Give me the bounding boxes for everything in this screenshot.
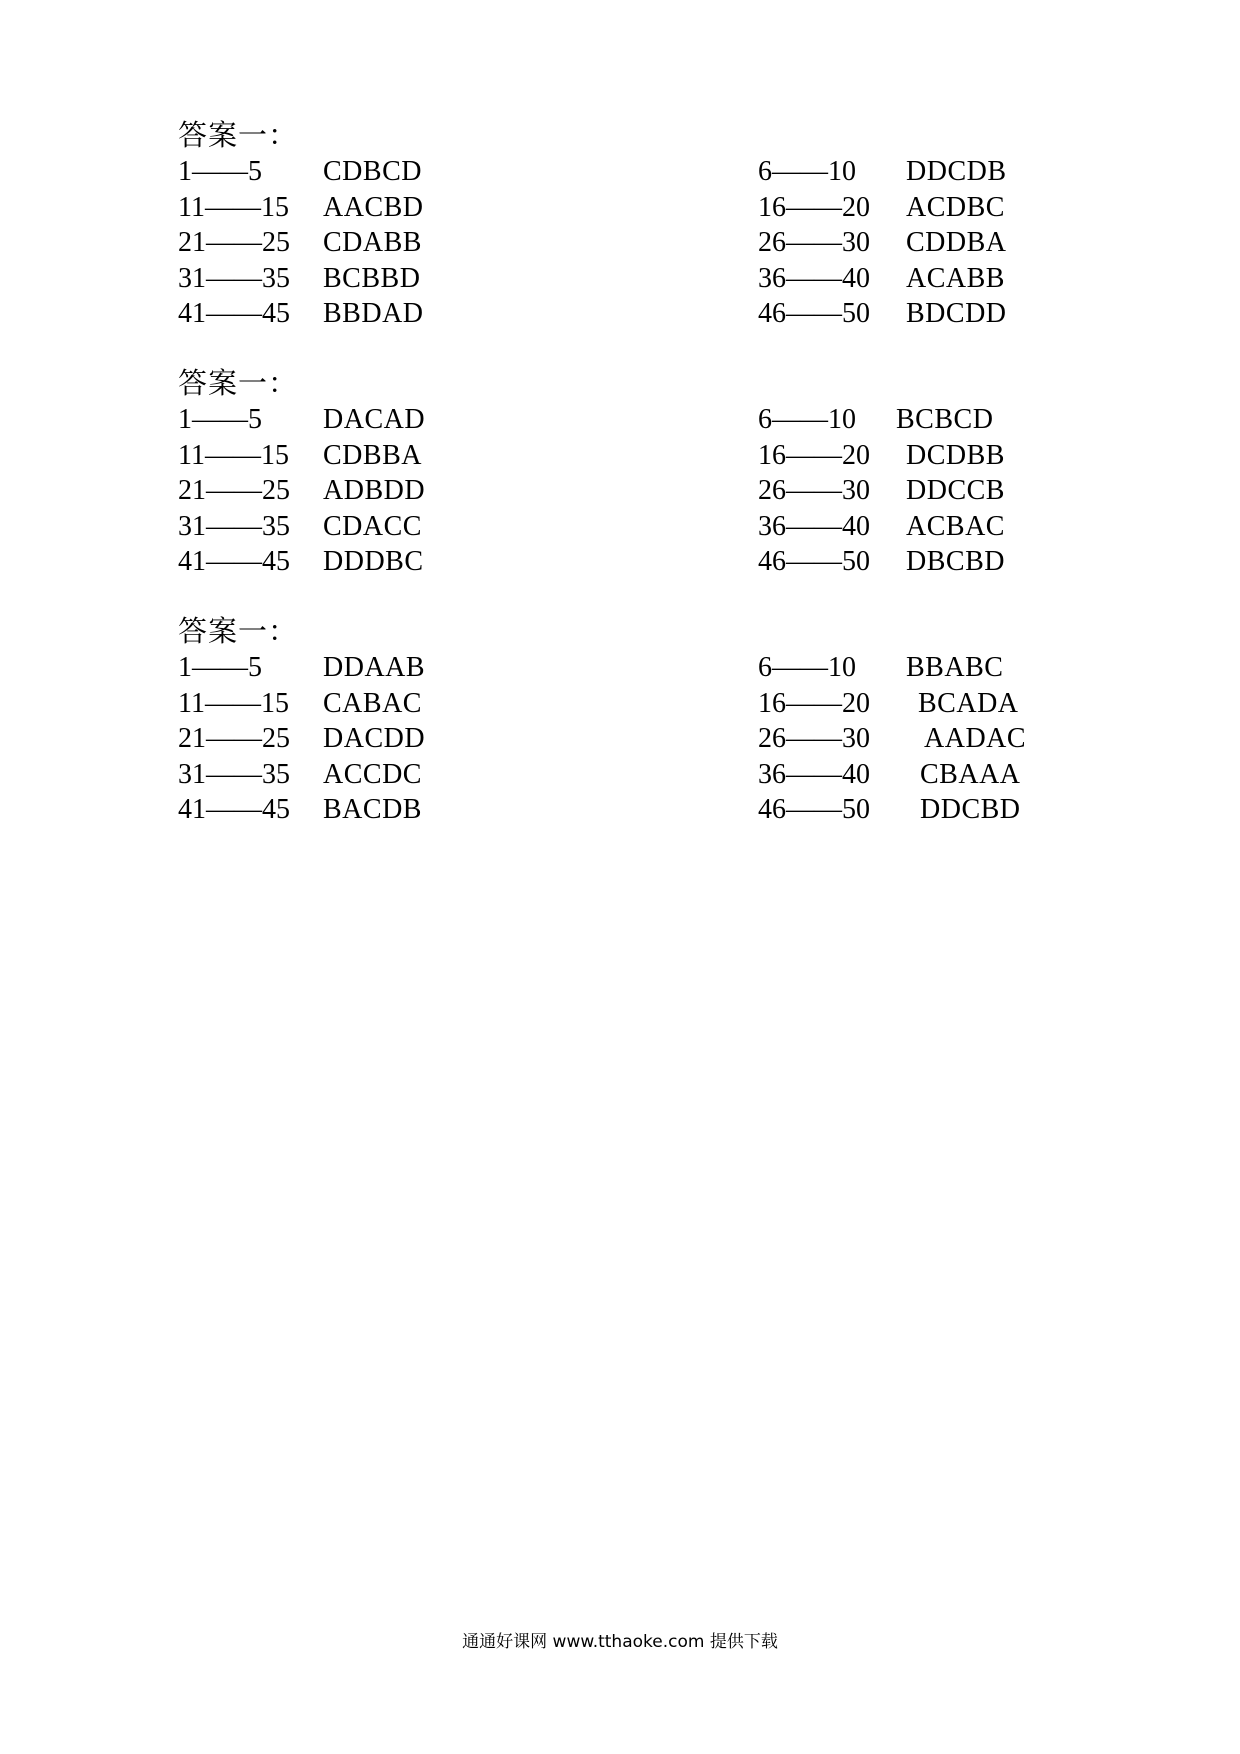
right-range: 46——50 (758, 298, 870, 329)
answer-row (178, 721, 1078, 757)
left-range: 1——5 (178, 404, 262, 435)
answer-row (178, 225, 1078, 261)
right-answer: BCADA (918, 687, 1019, 719)
answer-row (178, 544, 1078, 580)
answer-row (178, 261, 1078, 297)
right-answer: BDCDD (906, 298, 1007, 329)
right-range: 36——40 (758, 510, 870, 542)
answer-section (178, 366, 1078, 580)
right-range: 46——50 (758, 546, 870, 577)
left-range: 31——35 (178, 262, 290, 294)
answer-row (178, 296, 1078, 332)
right-range: 16——20 (758, 191, 870, 223)
right-answer: BBABC (906, 652, 1004, 683)
left-answer: DACAD (323, 404, 426, 435)
answer-section (178, 118, 1078, 332)
right-range: 6——10 (758, 156, 856, 187)
right-answer: CBAAA (920, 758, 1021, 790)
left-answer: CDBBA (323, 439, 422, 471)
left-answer: DDDBC (323, 546, 424, 577)
right-range: 36——40 (758, 758, 870, 790)
left-range: 21——25 (178, 475, 290, 506)
answer-row (178, 792, 1078, 828)
left-answer: DDAAB (323, 652, 426, 683)
left-range: 31——35 (178, 510, 290, 542)
left-range: 41——45 (178, 546, 290, 577)
page-footer: 通通好课网 www.tthaoke.com 提供下载 (462, 1632, 778, 1652)
right-answer: AADAC (924, 723, 1027, 754)
right-answer: DCDBB (906, 439, 1005, 471)
right-range: 16——20 (758, 687, 870, 719)
answer-section (178, 614, 1078, 828)
left-answer: CABAC (323, 687, 422, 719)
left-answer: ADBDD (323, 475, 426, 506)
left-answer: BBDAD (323, 298, 424, 329)
answer-row (178, 686, 1078, 722)
right-answer: DBCBD (906, 546, 1005, 577)
left-answer: CDBCD (323, 156, 422, 187)
right-answer: ACBAC (906, 510, 1005, 542)
left-range: 41——45 (178, 298, 290, 329)
left-range: 11——15 (178, 439, 289, 471)
answer-row (178, 190, 1078, 226)
left-range: 31——35 (178, 758, 290, 790)
answer-row (178, 402, 1078, 438)
left-answer: BCBBD (323, 262, 421, 294)
right-range: 36——40 (758, 262, 870, 294)
section-heading: 答案一： (178, 120, 299, 152)
left-range: 11——15 (178, 191, 289, 223)
right-range: 6——10 (758, 404, 856, 435)
left-range: 1——5 (178, 652, 262, 683)
right-range: 26——30 (758, 723, 870, 754)
answer-row (178, 509, 1078, 545)
right-answer: ACABB (906, 262, 1005, 294)
left-answer: DACDD (323, 723, 426, 754)
right-answer: ACDBC (906, 191, 1005, 223)
right-range: 6——10 (758, 652, 856, 683)
left-range: 21——25 (178, 723, 290, 754)
left-answer: CDACC (323, 510, 422, 542)
answer-row (178, 154, 1078, 190)
right-range: 26——30 (758, 227, 870, 258)
left-range: 11——15 (178, 687, 289, 719)
right-answer: BCBCD (896, 404, 994, 435)
right-answer: DDCCB (906, 475, 1005, 506)
left-answer: CDABB (323, 227, 422, 258)
answer-row (178, 473, 1078, 509)
left-answer: BACDB (323, 794, 422, 825)
left-range: 21——25 (178, 227, 290, 258)
left-range: 41——45 (178, 794, 290, 825)
section-heading: 答案一： (178, 368, 299, 400)
right-range: 26——30 (758, 475, 870, 506)
answer-row (178, 757, 1078, 793)
section-heading: 答案一： (178, 616, 299, 648)
right-answer: CDDBA (906, 227, 1007, 258)
right-range: 16——20 (758, 439, 870, 471)
right-answer: DDCDB (906, 156, 1007, 187)
right-answer: DDCBD (920, 794, 1021, 825)
answer-row (178, 438, 1078, 474)
left-answer: AACBD (323, 191, 424, 223)
left-range: 1——5 (178, 156, 262, 187)
right-range: 46——50 (758, 794, 870, 825)
answer-row (178, 650, 1078, 686)
left-answer: ACCDC (323, 758, 422, 790)
